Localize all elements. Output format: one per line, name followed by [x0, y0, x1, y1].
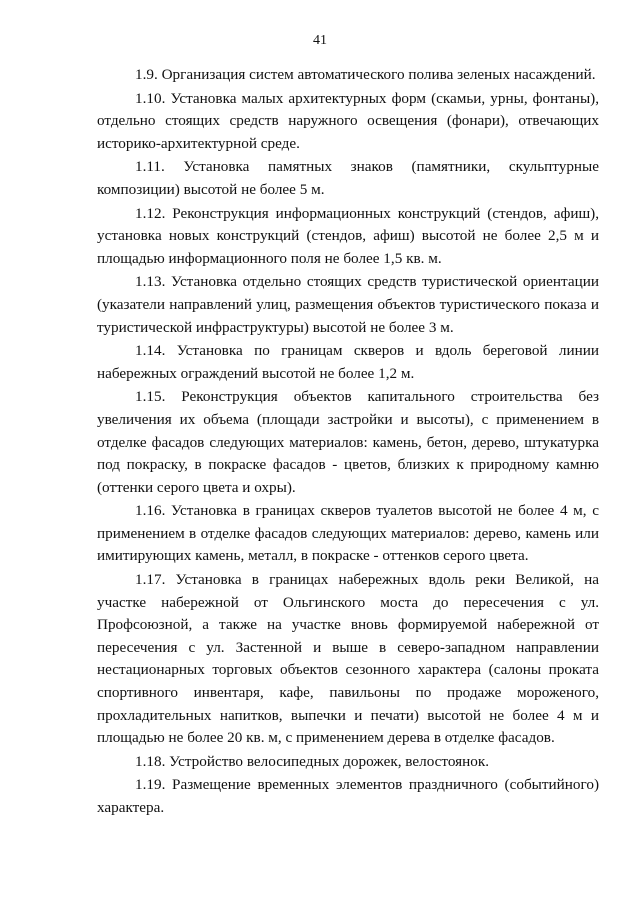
paragraph-1-18: 1.18. Устройство велосипедных дорожек, велостоянок. — [135, 752, 490, 770]
paragraph-1-17: 1.17. Установка в границах набережных вдоль реки Великой, на участке набережной от Ольгинского моста до пересечения с ул. Профсоюзной, а также на участке вновь формируемой набережной от пересечения с ул. Застенной и выше в северо-западном направлении нестационарных торговых объектов сезонного характера (салоны проката спортивного инвентаря, кафе, павильоны по продаже мороженого, прохладительных напитков, выпечки и печати) высотой не более 4 м и площадью не более 20 кв. м, с применением дерева в отделке фасадов. — [97, 571, 599, 747]
paragraph-1-11: 1.11. Установка памятных знаков (памятники, скульптурные композиции) высотой не более 5 м. — [97, 158, 599, 198]
paragraph-1-12: 1.12. Реконструкция информационных конструкций (стендов, афиш), установка новых конструкций (стендов, афиш) высотой не более 2,5 м и площадью информационного поля не более 1,5 кв. м. — [97, 204, 599, 267]
paragraph-1-15: 1.15. Реконструкция объектов капитального строительства без увеличения их объема (площади застройки и высоты), с применением в отделке фасадов следующих материалов: камень, бетон, дерево, штукатурка под покраску, в покраске фасадов - цветов, близких к природному камню (оттенки серого цвета и охры). — [97, 388, 599, 496]
paragraph-1-13: 1.13. Установка отдельно стоящих средств туристической ориентации (указатели направлений улиц, размещения объектов туристического показа и туристической инфраструктуры) высотой не более 3 м. — [97, 273, 599, 336]
paragraph-1-16: 1.16. Установка в границах скверов туалетов высотой не более 4 м, с применением в отделке фасадов следующих материалов: дерево, камень или имитирующих камень, металл, в покраске - оттенков серого цвета. — [97, 502, 599, 565]
page-number: 41 — [313, 33, 327, 48]
paragraph-1-10: 1.10. Установка малых архитектурных форм (скамьи, урны, фонтаны), отдельно стоящих средств наружного освещения (фонари), отвечающих историко-архитектурной среде. — [97, 89, 599, 152]
paragraph-1-19: 1.19. Размещение временных элементов праздничного (событийного) характера. — [97, 776, 599, 816]
document-body — [97, 64, 599, 820]
paragraph-1-9: 1.9. Организация систем автоматического полива зеленых насаждений. — [135, 66, 596, 83]
paragraph-1-14: 1.14. Установка по границам скверов и вдоль береговой линии набережных ограждений высотой не более 1,2 м. — [97, 342, 599, 382]
